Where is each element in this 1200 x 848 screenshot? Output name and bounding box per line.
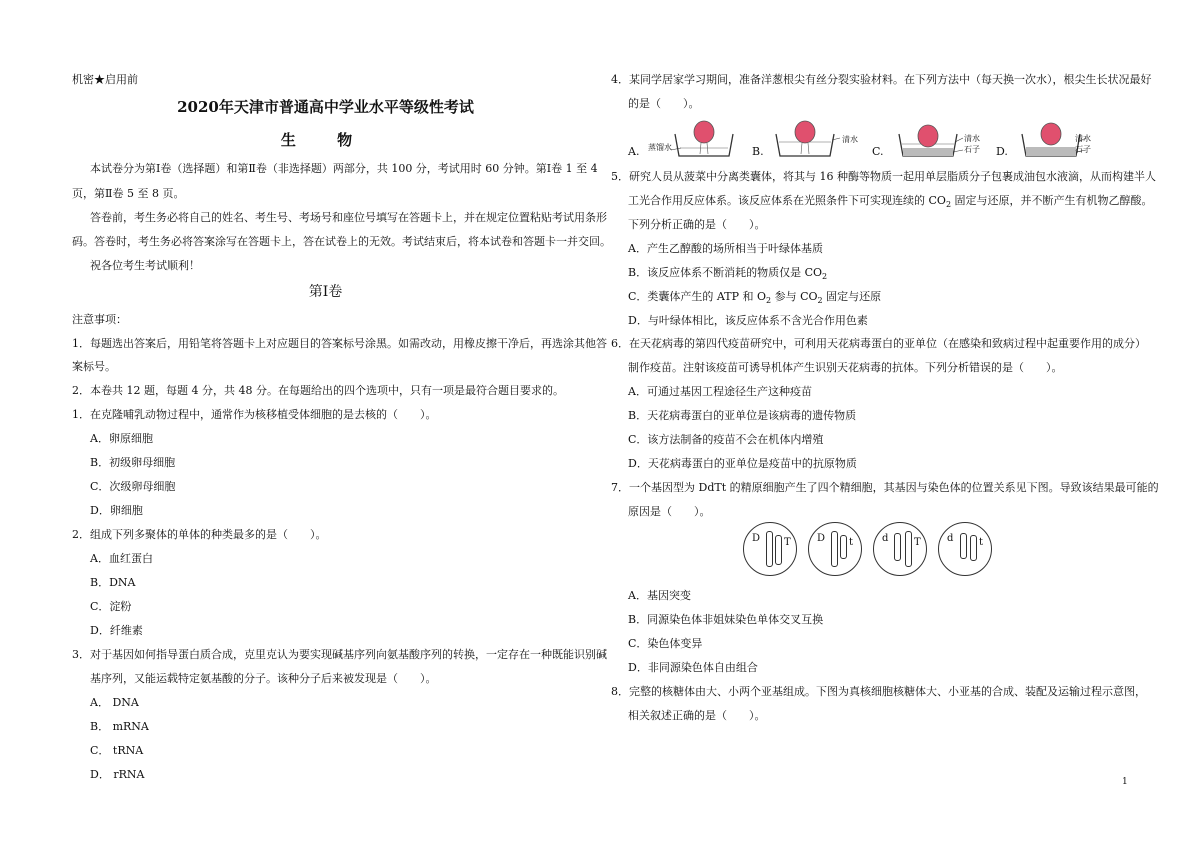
wish-text: 祝各位考生考试顺利！ (90, 259, 200, 272)
q7-cell-2-gene-1: D (817, 533, 826, 544)
q4-label-d: D. (996, 145, 1008, 158)
q8-stem-2: 相关叙述正确的是（ ）。 (628, 709, 766, 722)
q5-option-c-2: 参与 CO (771, 290, 818, 303)
q7-stem-1: 7．一个基因型为 DdTt 的精原细胞产生了四个精细胞，其基因与染色体的位置关系见下图。导致该结果最可能的 (611, 481, 1159, 494)
q7-cell-2-chrom-2 (840, 535, 847, 559)
q1-option-b: B．初级卵母细胞 (90, 456, 176, 469)
intro-line-1: 本试卷分为第Ⅰ卷（选择题）和第Ⅱ卷（非选择题）两部分，共 100 分，考试用时 60 分钟。第Ⅰ卷 1 至 4 (90, 162, 598, 175)
q5-option-d: D．与叶绿体相比，该反应体系不含光合作用色素 (628, 314, 868, 327)
q1-option-a: A．卵原细胞 (90, 432, 153, 445)
q7-cell-1-chrom-2 (775, 535, 782, 565)
intro-line-2: 页，第Ⅱ卷 5 至 8 页。 (72, 187, 185, 200)
note-2: 2．本卷共 12 题，每题 4 分，共 48 分。在每题给出的四个选项中，只有一项是最符合题目要求的。 (72, 384, 564, 397)
q5-option-c-1: C．类囊体产生的 ATP 和 O (628, 290, 767, 303)
q7-option-b: B．同源染色体非姐妹染色单体交叉互换 (628, 613, 824, 626)
q5-stem-2 (628, 194, 1153, 212)
page-number: 1 (1122, 777, 1128, 787)
q4-fig-d-label-2: 石子 (1075, 145, 1091, 154)
q1-option-c: C．次级卵母细胞 (90, 480, 176, 493)
exam-title: 2020年天津市普通高中学业水平等级性考试 (177, 98, 474, 116)
q7-cell-4-chrom-2 (970, 535, 977, 561)
q5-option-c-3: 固定与还原 (822, 290, 882, 303)
q3-option-c: C． tRNA (90, 744, 144, 757)
note-1b: 案标号。 (72, 360, 116, 373)
q4-fig-c-label-1: 清水 (964, 134, 980, 143)
q5-stem-2-sub: 2 (945, 200, 952, 210)
q7-cell-2 (808, 522, 862, 576)
q5-option-c (628, 290, 881, 308)
q7-cell-3-gene-2: T (914, 537, 921, 548)
q1-option-d: D．卵细胞 (90, 504, 143, 517)
q7-cell-3-chrom-2 (905, 531, 912, 567)
q7-cell-3-gene-1: d (882, 533, 889, 544)
q5-stem-3: 下列分析正确的是（ ）。 (628, 218, 766, 231)
q7-cell-1-gene-1: D (752, 533, 761, 544)
q4-label-c: C. (872, 145, 884, 158)
intro-line-3: 答卷前，考生务必将自己的姓名、考生号、考场号和座位号填写在答题卡上，并在规定位置粘贴考试用条形 (90, 211, 607, 224)
q5-option-c-sub2: 2 (817, 296, 823, 306)
q7-cell-4 (938, 522, 992, 576)
q5-option-a: A．产生乙醇酸的场所相当于叶绿体基质 (628, 242, 823, 255)
q7-cell-3 (873, 522, 927, 576)
q3-option-d: D． rRNA (90, 768, 145, 781)
q8-stem-1: 8．完整的核糖体由大、小两个亚基组成。下图为真核细胞核糖体大、小亚基的合成、装配及运输过程示意图， (611, 685, 1146, 698)
q6-option-d: D．天花病毒蛋白的亚单位是疫苗中的抗原物质 (628, 457, 857, 470)
section-title: 第Ⅰ卷 (308, 284, 343, 300)
q7-cell-2-chrom-1 (831, 531, 838, 567)
q4-label-a: A. (628, 145, 640, 158)
q2-stem: 2．组成下列多聚体的单体的种类最多的是（ ）。 (72, 528, 327, 541)
q7-option-a: A．基因突变 (628, 589, 691, 602)
q3-stem-2: 基序列，又能运载特定氨基酸的分子。该种分子后来被发现是（ ）。 (90, 672, 437, 685)
q4-stem-1: 4．某同学居家学习期间，准备洋葱根尖有丝分裂实验材料。在下列方法中（每天换一次水），根尖生长状况最好 (611, 73, 1152, 86)
q6-stem-1: 6．在天花病毒的第四代疫苗研究中，可利用天花病毒蛋白的亚单位（在感染和致病过程中起重要作用的成分） (611, 337, 1146, 350)
q7-cell-4-gene-2: t (979, 537, 984, 548)
q5-option-b (628, 266, 827, 284)
q4-figure-a (645, 118, 735, 160)
q5-option-c-sub1: 2 (766, 296, 772, 306)
q6-option-c: C．该方法制备的疫苗不会在机体内增殖 (628, 433, 824, 446)
q7-stem-2: 原因是（ ）。 (628, 505, 711, 518)
q4-fig-c-label-2: 石子 (964, 145, 980, 154)
q4-fig-a-label: 蒸馏水 (648, 143, 672, 152)
q6-option-a: A．可通过基因工程途径生产这种疫苗 (628, 385, 812, 398)
note-1a: 1．每题选出答案后，用铅笔将答题卡上对应题目的答案标号涂黑。如需改动，用橡皮擦干净后，再选涂其他答 (72, 337, 607, 350)
q4-stem-2: 的是（ ）。 (628, 97, 700, 110)
q7-option-c: C．染色体变异 (628, 637, 703, 650)
q7-cell-1-chrom-1 (766, 531, 773, 567)
q6-option-b: B．天花病毒蛋白的亚单位是该病毒的遗传物质 (628, 409, 857, 422)
q2-option-a: A．血红蛋白 (90, 552, 153, 565)
q5-stem-2b: 固定与还原，并不断产生有机物乙醇酸。 (951, 194, 1153, 207)
q7-cell-1-gene-2: T (784, 537, 791, 548)
q7-cell-4-chrom-1 (960, 533, 967, 559)
q4-fig-b-label: 清水 (842, 135, 858, 144)
q7-option-d: D．非同源染色体自由组合 (628, 661, 758, 674)
q7-cell-3-chrom-1 (894, 533, 901, 561)
q7-cell-4-gene-1: d (947, 533, 954, 544)
q5-stem-2a: 工光合作用反应体系。该反应体系在光照条件下可实现连续的 CO (628, 194, 946, 207)
q4-figure-d (1016, 118, 1106, 160)
q5-stem-1: 5．研究人员从菠菜中分离类囊体，将其与 16 种酶等物质一起用单层脂质分子包裹成油包水液滴，从而构建半人 (611, 170, 1156, 183)
q5-option-b-text: B．该反应体系不断消耗的物质仅是 CO (628, 266, 823, 279)
q2-option-b: B．DNA (90, 576, 136, 589)
q4-label-b: B. (752, 145, 764, 158)
q2-option-d: D．纤维素 (90, 624, 143, 637)
q3-stem-1: 3．对于基因如何指导蛋白质合成，克里克认为要实现碱基序列向氨基酸序列的转换，一定存在一种既能识别碱 (72, 648, 607, 661)
notes-label: 注意事项： (72, 313, 127, 326)
q7-cell-1 (743, 522, 797, 576)
q4-fig-d-label-1: 清水 (1075, 134, 1091, 143)
q6-stem-2: 制作疫苗。注射该疫苗可诱导机体产生识别天花病毒的抗体。下列分析错误的是（ ）。 (628, 361, 1063, 374)
confidential-mark: 机密★启用前 (72, 73, 138, 86)
q7-cell-2-gene-2: t (849, 537, 854, 548)
q5-option-b-sub: 2 (822, 272, 828, 282)
q3-option-b: B． mRNA (90, 720, 149, 733)
subject-title: 生 物 (280, 131, 371, 149)
q1-stem: 1．在克隆哺乳动物过程中，通常作为核移植受体细胞的是去核的（ ）。 (72, 408, 437, 421)
q3-option-a: A． DNA (90, 696, 139, 709)
intro-line-4: 码。答卷时，考生务必将答案涂写在答题卡上，答在试卷上的无效。考试结束后，将本试卷和答题卡一并交回。 (72, 235, 611, 248)
q2-option-c: C．淀粉 (90, 600, 132, 613)
